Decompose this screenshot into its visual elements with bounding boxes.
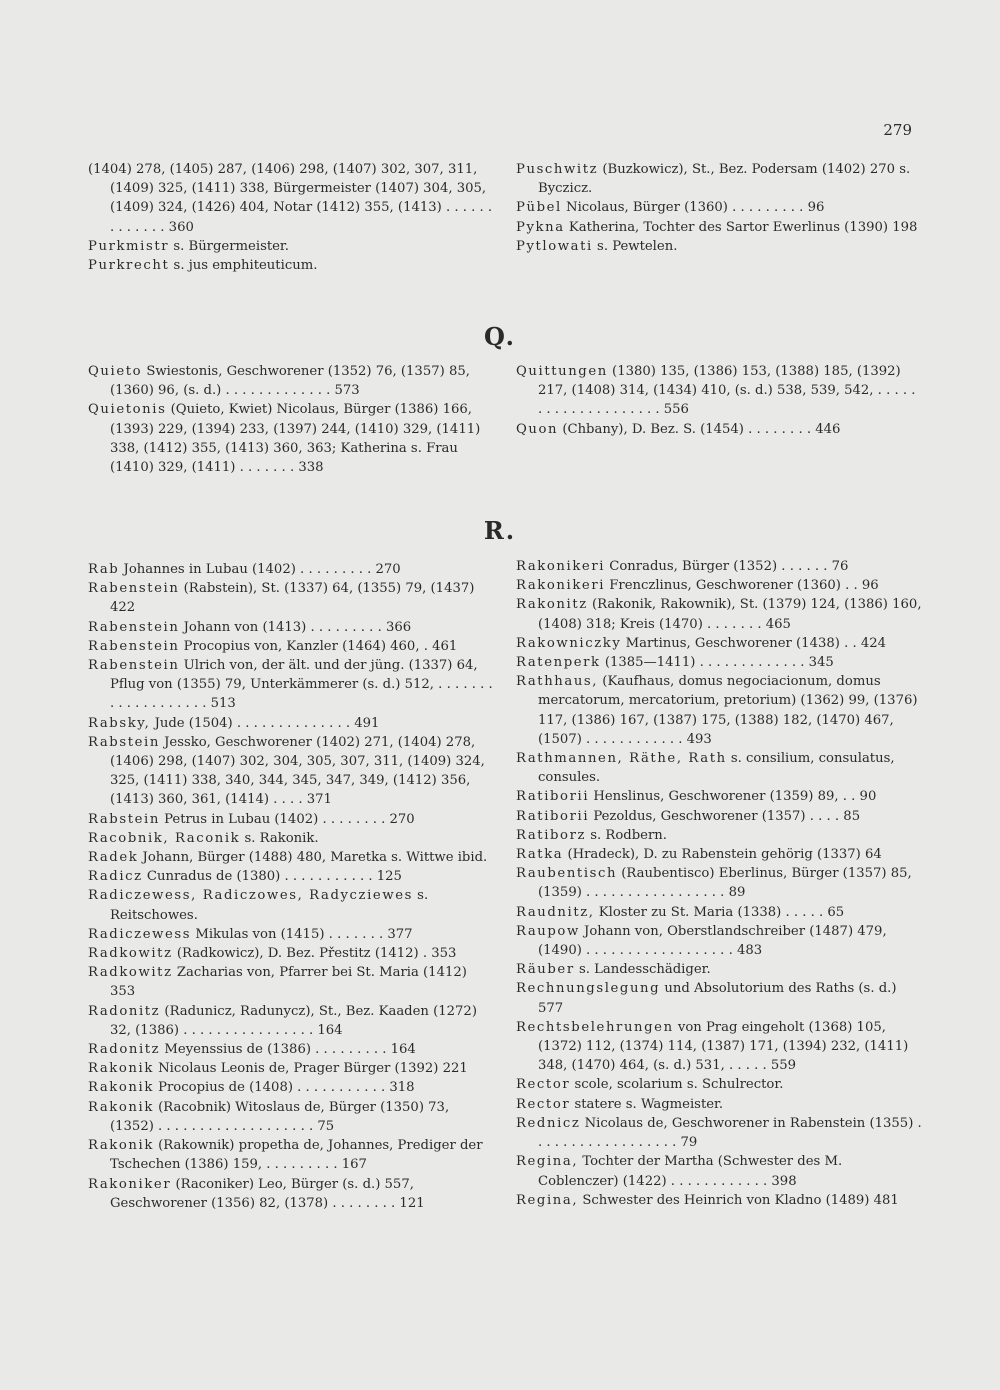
index-entry — [88, 362, 495, 400]
entry-text: Johann von, Oberstlandschreiber (1487) 479, (1490) . . . . . . . . . . . . . . . . . . 483 — [538, 923, 887, 959]
entry-text: Procopius de (1408) . . . . . . . . . . . 318 — [153, 1080, 415, 1096]
entry-headword: Quittungen — [516, 364, 608, 379]
entry-headword: Rakonikeri — [516, 559, 606, 574]
index-entry — [88, 963, 495, 1001]
entry-text: statere s. Wagmeister. — [570, 1096, 724, 1112]
index-entry — [516, 1075, 923, 1094]
index-entry — [88, 733, 495, 810]
entry-text: s. Reitschowes. — [110, 888, 429, 923]
entry-headword: Regina, — [516, 1192, 579, 1208]
entry-text: (Chbany), D. Bez. S. (1454) . . . . . . . . 446 — [558, 421, 841, 437]
index-column-r-left — [88, 560, 495, 1213]
entry-headword: Rathhaus, — [516, 674, 599, 690]
entry-headword: Rechnungslegung — [516, 981, 661, 997]
entry-text: Martinus, Geschworener (1438) . . 424 — [621, 635, 887, 651]
index-entry — [516, 979, 923, 1017]
entry-text: (Rabstein), St. (1337) 64, (1355) 79, (1437) 422 — [110, 581, 475, 616]
entry-headword: Rabstein — [88, 811, 160, 827]
index-entry — [516, 1018, 923, 1076]
entry-headword: Radkowitz — [88, 946, 173, 962]
entry-text: (Raconiker) Leo, Bürger (s. d.) 557, Geschworener (1356) 82, (1378) . . . . . . . . 121 — [110, 1176, 425, 1211]
index-entry — [88, 1175, 495, 1213]
index-entry — [88, 810, 495, 829]
entry-headword: Rakonitz — [516, 597, 588, 613]
entry-headword: Rakonik — [88, 1099, 154, 1115]
index-entry — [516, 198, 923, 217]
index-entry — [516, 595, 923, 633]
entry-headword: Ratiborii — [516, 808, 590, 824]
entry-headword: Ratiborz — [516, 827, 587, 843]
index-entry — [516, 807, 923, 826]
entry-text: (1385—1411) . . . . . . . . . . . . . 345 — [600, 655, 834, 671]
page-number: 279 — [883, 121, 912, 139]
index-column-q-left — [88, 362, 495, 477]
entry-text: (Quieto, Kwiet) Nicolaus, Bürger (1386) 166, (1393) 229, (1394) 233, (1397) 244, (1410) 329, (1411) 338, (1412) 355, (1413) 360, 363; Katherina s. Frau (1410) 329, (1411) . . . . . . . 338 — [110, 402, 481, 476]
index-entry — [516, 1152, 923, 1190]
entry-text: (Radkowicz), D. Bez. Přestitz (1412) . 353 — [172, 946, 457, 962]
index-entry — [88, 944, 495, 963]
index-entry — [516, 237, 923, 256]
entry-text: Nicolaus Leonis de, Prager Bürger (1392) 221 — [153, 1061, 468, 1077]
index-entry — [516, 362, 923, 420]
entry-headword: Ratiborii — [516, 789, 590, 805]
entry-headword: Pykna — [516, 219, 565, 235]
entry-text: Swiestonis, Geschworener (1352) 76, (1357) 85, (1360) 96, (s. d.) . . . . . . . . . . . . . 573 — [110, 364, 470, 399]
section-letter-r: R. — [483, 516, 517, 545]
index-entry — [516, 218, 923, 237]
index-column-p-right — [516, 160, 923, 256]
index-entry — [516, 576, 923, 595]
entry-headword: Radonitz — [88, 1003, 161, 1019]
entry-text: s. Bürgermeister. — [169, 238, 289, 254]
index-entry — [516, 749, 923, 787]
entry-headword: Pübel — [516, 200, 562, 216]
entry-headword: Raupow — [516, 923, 580, 939]
entry-text: Johannes in Lubau (1402) . . . . . . . . . 270 — [119, 562, 401, 577]
index-column-p-left — [88, 160, 495, 275]
entry-text: Meyenssius de (1386) . . . . . . . . . 164 — [160, 1042, 416, 1058]
entry-text: s. Rodbern. — [586, 827, 667, 843]
entry-headword: Radicz — [88, 869, 143, 885]
entry-headword: Rakonik — [88, 1061, 154, 1077]
entry-headword: Raubentisch — [516, 866, 618, 882]
entry-text: Johann, Bürger (1488) 480, Maretka s. Wittwe ibid. — [138, 850, 488, 866]
entry-text: Nicolaus de, Geschworener in Rabenstein (1355) . . . . . . . . . . . . . . . . . . 79 — [538, 1115, 922, 1151]
entry-headword: Rakonik — [88, 1138, 154, 1154]
entry-text: (Rakownik) propetha de, Johannes, Prediger der Tschechen (1386) 159, . . . . . . . . . 167 — [110, 1138, 483, 1173]
entry-text: Johann von (1413) . . . . . . . . . 366 — [179, 619, 412, 635]
index-entry — [88, 400, 495, 477]
index-entry — [516, 1095, 923, 1114]
entry-headword: Quieto — [88, 364, 143, 379]
entry-text: (Rakonik, Rakownik), St. (1379) 124, (1386) 160, (1408) 318; Kreis (1470) . . . . . . . 465 — [538, 597, 922, 632]
entry-headword: Rakoniker — [88, 1176, 172, 1192]
entry-text: (Buzkowicz), St., Bez. Podersam (1402) 270 s. Byczicz. — [538, 162, 911, 197]
index-entry — [88, 829, 495, 848]
entry-headword: Racobnik, Raconik — [88, 830, 241, 846]
entry-headword: Radek — [88, 850, 139, 866]
entry-headword: Rabenstein — [88, 638, 180, 654]
entry-headword: Quietonis — [88, 402, 167, 418]
index-entry — [516, 864, 923, 902]
entry-headword: Rector — [516, 1077, 571, 1093]
entry-headword: Rabenstein — [88, 658, 180, 674]
entry-text: Zacharias von, Pfarrer bei St. Maria (1412) 353 — [110, 965, 467, 1000]
entry-text: Jude (1504) . . . . . . . . . . . . . . 491 — [150, 715, 380, 731]
index-entry — [88, 848, 495, 867]
index-entry — [516, 557, 923, 576]
entry-headword: Rabsky, — [88, 715, 151, 731]
entry-headword: Puschwitz — [516, 162, 599, 177]
entry-text: Henslinus, Geschworener (1359) 89, . . 90 — [589, 789, 877, 805]
entry-text: (1380) 135, (1386) 153, (1388) 185, (1392) 217, (1408) 314, (1434) 410, (s. d.) 538, 539, 542, . . . . . . . . . . . . . . . . . . . . 556 — [538, 364, 916, 418]
index-column-r-right — [516, 557, 923, 1210]
entry-text: scole, scolarium s. Schulrector. — [570, 1077, 784, 1093]
entry-text: (Kaufhaus, domus negociacionum, domus mercatorum, mercatorium, pretorium) (1362) 99, (1376) 117, (1386) 167, (1387) 175, (1388) 182, (1470) 467, (1507) . . . . . . . . . . . . 493 — [538, 674, 918, 747]
entry-text: Schwester des Heinrich von Kladno (1489) 481 — [578, 1192, 899, 1208]
index-entry — [88, 1002, 495, 1040]
index-entry — [88, 867, 495, 886]
entry-headword: Rakowniczky — [516, 635, 622, 651]
index-entry — [516, 826, 923, 845]
index-entry — [516, 922, 923, 960]
entry-text: Jessko, Geschworener (1402) 271, (1404) 278, (1406) 298, (1407) 302, 304, 305, 307, 311, (1409) 324, 325, (1411) 338, 340, 344, 345, 347, 349, (1412) 356, (1413) 360, 361, (1414) . . . . 371 — [110, 734, 485, 808]
entry-text: s. Pewtelen. — [592, 238, 678, 254]
index-entry — [88, 237, 495, 256]
entry-headword: Radonitz — [88, 1042, 161, 1058]
entry-headword: Rakonikeri — [516, 578, 606, 594]
entry-text: und Absolutorium des Raths (s. d.) 577 — [538, 981, 897, 1016]
entry-headword: Raudnitz, — [516, 904, 595, 920]
entry-text: Mikulas von (1415) . . . . . . . 377 — [191, 926, 413, 942]
entry-headword: Rabenstein — [88, 581, 180, 597]
index-entry — [88, 714, 495, 733]
entry-text: Ulrich von, der ält. und der jüng. (1337) 64, Pflug von (1355) 79, Unterkämmerer (s. d.) 512, . . . . . . . . . . . . . . . . . . . 513 — [110, 658, 493, 712]
entry-text: (Racobnik) Witoslaus de, Bürger (1350) 73, (1352) . . . . . . . . . . . . . . . . . . . 75 — [110, 1099, 450, 1134]
index-entry — [88, 256, 495, 275]
entry-headword: Rakonik — [88, 1080, 154, 1096]
index-entry — [88, 1098, 495, 1136]
entry-headword: Purkrecht — [88, 258, 170, 274]
entry-headword: Regina, — [516, 1154, 579, 1170]
entry-headword: Radiczewess — [88, 926, 192, 942]
entry-text: s. Rakonik. — [240, 830, 319, 846]
entry-text: Petrus in Lubau (1402) . . . . . . . . 270 — [159, 811, 415, 827]
index-entry — [88, 579, 495, 617]
index-entry — [88, 656, 495, 714]
entry-headword: Ratenperk — [516, 655, 601, 671]
section-letter-q: Q. — [483, 322, 517, 351]
entry-headword: Räuber — [516, 962, 575, 978]
entry-headword: Rechtsbelehrungen — [516, 1019, 674, 1035]
entry-headword: Radkowitz — [88, 965, 173, 981]
index-entry — [88, 1136, 495, 1174]
index-entry — [516, 672, 923, 749]
index-entry — [516, 653, 923, 672]
index-entry — [88, 560, 495, 579]
entry-headword: Rabenstein — [88, 619, 180, 635]
entry-headword: Rector — [516, 1096, 571, 1112]
entry-headword: Ratka — [516, 847, 564, 863]
index-entry — [516, 1114, 923, 1152]
index-entry — [516, 845, 923, 864]
entry-text: Tochter der Martha (Schwester des M. Coblenczer) (1422) . . . . . . . . . . . . 398 — [538, 1154, 843, 1189]
entry-text: Procopius von, Kanzler (1464) 460, . 461 — [179, 638, 458, 654]
index-entry — [516, 960, 923, 979]
index-entry — [516, 634, 923, 653]
entry-text: (Raubentisco) Eberlinus, Bürger (1357) 85, (1359) . . . . . . . . . . . . . . . . . 89 — [538, 866, 912, 901]
index-entry — [88, 160, 495, 237]
entry-headword: Rathmannen, Räthe, Rath — [516, 751, 727, 767]
entry-text: (1404) 278, (1405) 287, (1406) 298, (1407) 302, 307, 311, (1409) 325, (1411) 338, Bürgermeister (1407) 304, 305, (1409) 324, (1426) 404, Notar (1412) 355, (1413) . . . . . . . . . . . . . 360 — [88, 162, 493, 235]
entry-text: Katherina, Tochter des Sartor Ewerlinus (1390) 198 — [564, 219, 918, 235]
entry-text: (Hradeck), D. zu Rabenstein gehörig (1337) 64 — [563, 847, 882, 863]
index-entry — [516, 787, 923, 806]
index-entry — [88, 886, 495, 924]
entry-headword: Radiczewess, Radiczowes, Radycziewes — [88, 888, 413, 904]
index-entry — [516, 1191, 923, 1210]
index-entry — [88, 1059, 495, 1078]
entry-headword: Quon — [516, 421, 559, 437]
entry-text: von Prag eingeholt (1368) 105, (1372) 112, (1374) 114, (1387) 171, (1394) 232, (1411) 348, (1470) 464, (s. d.) 531, . . . . . 559 — [538, 1019, 909, 1074]
entry-text: s. jus emphiteuticum. — [169, 258, 318, 274]
entry-text: Cunradus de (1380) . . . . . . . . . . . 125 — [142, 869, 402, 885]
entry-headword: Rednicz — [516, 1115, 581, 1131]
entry-headword: Rab — [88, 562, 120, 577]
index-entry — [88, 1078, 495, 1097]
entry-text: Kloster zu St. Maria (1338) . . . . . 65 — [594, 904, 845, 920]
index-entry — [516, 903, 923, 922]
entry-text: s. consilium, consulatus, consules. — [538, 751, 895, 786]
entry-text: (Radunicz, Radunycz), St., Bez. Kaaden (1272) 32, (1386) . . . . . . . . . . . . . . . . 164 — [110, 1003, 477, 1038]
index-entry — [516, 160, 923, 198]
index-entry — [88, 1040, 495, 1059]
entry-text: Nicolaus, Bürger (1360) . . . . . . . . . 96 — [561, 200, 825, 216]
entry-text: Pezoldus, Geschworener (1357) . . . . 85 — [589, 808, 861, 824]
entry-headword: Pytlowati — [516, 238, 593, 254]
entry-text: Conradus, Bürger (1352) . . . . . . 76 — [605, 559, 849, 574]
index-entry — [516, 420, 923, 439]
index-entry — [88, 637, 495, 656]
entry-headword: Purkmistr — [88, 238, 170, 254]
index-entry — [88, 618, 495, 637]
entry-headword: Rabstein — [88, 734, 160, 750]
index-column-q-right — [516, 362, 923, 439]
entry-text: s. Landesschädiger. — [574, 962, 711, 978]
index-entry — [88, 925, 495, 944]
entry-text: Frenczlinus, Geschworener (1360) . . 96 — [605, 578, 879, 594]
